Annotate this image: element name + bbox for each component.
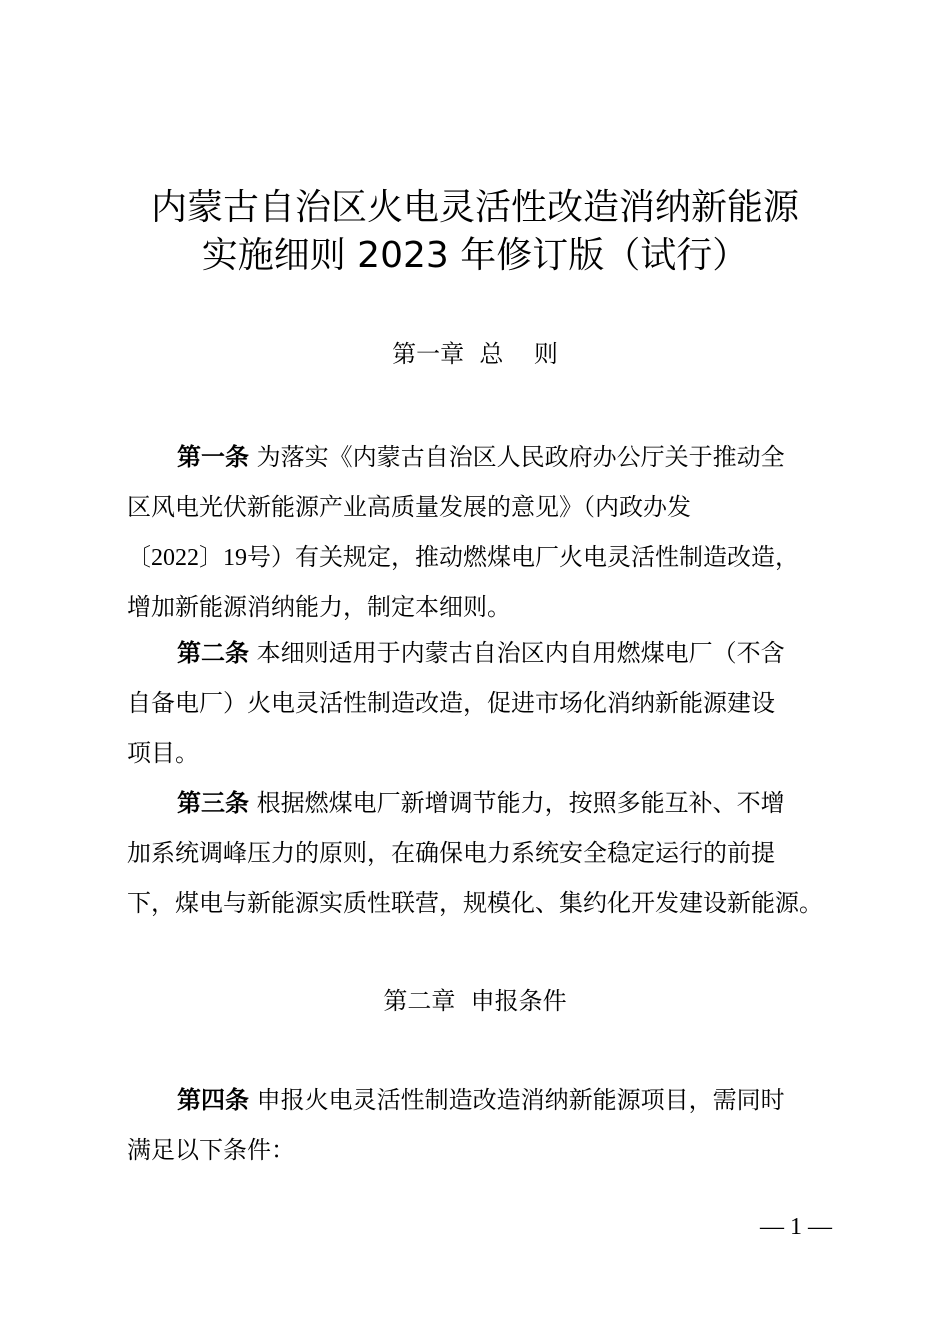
article-1-line-3 — [127, 532, 837, 582]
article-3-text: 根据燃煤电厂新增调节能力，按照多能互补、不增 — [249, 789, 785, 817]
article-2-line-3: 项目。 — [127, 739, 199, 767]
article-2-line-2: 自备电厂）火电灵活性制造改造，促进市场化消纳新能源建设 — [127, 689, 775, 717]
article-1-label: 第一条 — [177, 443, 249, 471]
chapter-heading-2: 第二章 申报条件 — [383, 987, 567, 1015]
article-3-line-2: 加系统调峰压力的原则，在确保电力系统安全稳定运行的前提 — [127, 839, 775, 867]
article-2-text: 本细则适用于内蒙古自治区内自用燃煤电厂（不含 — [249, 639, 785, 667]
article-1-line-1 — [127, 432, 837, 482]
article-3-line-3: 下，煤电与新能源实质性联营，规模化、集约化开发建设新能源。 — [127, 889, 823, 917]
page-number: — 1 — — [760, 1214, 832, 1240]
article-3-label: 第三条 — [177, 789, 249, 817]
document-title-line-1: 内蒙古自治区火电灵活性改造消纳新能源 — [150, 187, 799, 228]
article-4-label: 第四条 — [177, 1086, 249, 1114]
chapter-heading-1: 第一章 总 则 — [392, 340, 558, 368]
article-4 — [127, 1075, 837, 1175]
article-4-line-1 — [127, 1075, 837, 1125]
article-3 — [127, 778, 837, 928]
article-1-line-3-text: ）有关规定，推动燃煤电厂火电灵活性制造改造， — [271, 543, 799, 571]
article-1-text: 为落实《内蒙古自治区人民政府办公厅关于推动全 — [249, 443, 785, 471]
article-1-doc-number: 〔2022〕19号 — [127, 545, 271, 571]
article-4-text: 申报火电灵活性制造改造消纳新能源项目，需同时 — [249, 1086, 785, 1114]
article-4-line-2: 满足以下条件： — [127, 1136, 295, 1164]
article-3-line-1 — [127, 778, 837, 828]
document-title-line-2: 实施细则 2023 年修订版（试行） — [201, 235, 749, 276]
article-2-label: 第二条 — [177, 639, 249, 667]
article-2-line-1 — [127, 628, 837, 678]
article-1-line-2: 区风电光伏新能源产业高质量发展的意见》（内政办发 — [127, 493, 691, 521]
article-1-line-4: 增加新能源消纳能力，制定本细则。 — [127, 593, 511, 621]
article-2 — [127, 628, 837, 778]
article-1 — [127, 432, 837, 632]
